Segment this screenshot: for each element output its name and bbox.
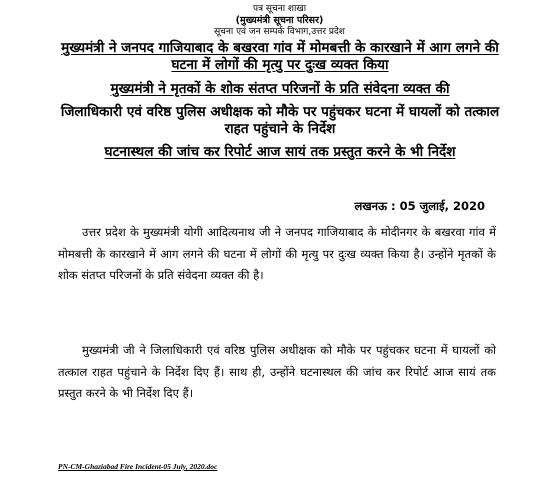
body-paragraph-1-wrap [58,222,496,287]
ministry-name: सूचना एवं जन सम्पर्क विभाग,उत्तर प्रदेश [214,27,345,37]
department-name: पत्र सूचना शाखा [252,4,307,14]
headline-condolence: मुख्यमंत्री ने मृतकों के शोक संतप्त परिजनों के प्रति संवेदना व्यक्त की [110,81,450,97]
headline-main: मुख्यमंत्री ने जनपद गाजियाबाद के बखरवा गांव में मोमबत्ती के कारखाने में आग लगने की घटना में लोगों की मृत्यु पर दुःख व्यक्त किया [61,40,499,73]
headline-investigation: घटनास्थल की जांच कर रिपोर्ट आज सायं तक प्रस्तुत करने के भी निर्देश [104,144,456,160]
body-paragraph: उत्तर प्रदेश के मुख्यमंत्री योगी आदित्यनाथ जी ने जनपद गाजियाबाद के मोदीनगर के बखरवा गांव में मोमबत्ती के कारखाने में आग लगने की घटना में लोगों की मृत्यु पर दुःख व्यक्त किया है। उन्होंने मृतकों के शोक संतप्त परिजनों के प्रति संवेदना व्यक्त की है। [58,225,496,282]
document-filename: PN-CM-Ghaziabad Fire Incident-05 July, 2020.doc [58,462,218,471]
body-paragraph: मुख्यमंत्री जी ने जिलाधिकारी एवं वरिष्ठ पुलिस अधीक्षक को मौके पर पहुंचकर घटना में घायलों को तत्काल राहत पहुंचाने के निर्देश दिए हैं। साथ ही, उन्होंने घटनास्थल की जांच कर रिपोर्ट आज सायं तक प्रस्तुत करने के भी निर्देश दिए हैं। [58,343,496,400]
dateline: लखनऊ : 05 जुलाई, 2020 [354,199,485,213]
headline-directive: जिलाधिकारी एवं वरिष्ठ पुलिस अधीक्षक को मौके पर पहुंचकर घटना में घायलों को तत्काल राहत पहुंचाने के निर्देश [60,104,500,137]
office-name: (मुख्यमंत्री सूचना परिसर) [235,15,324,26]
headlines-block [52,40,508,161]
body-paragraph-2-wrap [58,340,496,405]
